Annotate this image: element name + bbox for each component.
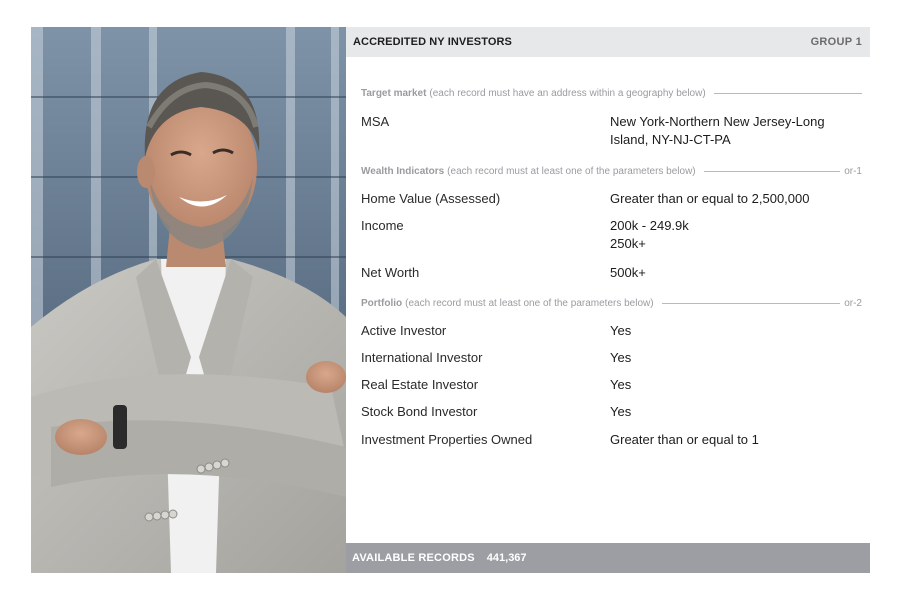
row-label-income: Income xyxy=(361,218,404,233)
section-portfolio xyxy=(361,296,862,310)
section-wealth-indicators xyxy=(361,164,862,178)
row-value-real-estate-investor: Yes xyxy=(610,377,632,392)
row-label-msa: MSA xyxy=(361,114,390,129)
row-label-home-value: Home Value (Assessed) xyxy=(361,191,501,206)
row-value-income-2: 250k+ xyxy=(610,236,646,251)
row-value-net-worth: 500k+ xyxy=(610,265,646,280)
section-note: (each record must have an address within a geography below) xyxy=(429,87,706,99)
audience-card xyxy=(31,27,870,573)
panel-header xyxy=(346,27,870,57)
row-value-investment-properties: Greater than or equal to 1 xyxy=(610,432,759,447)
section-note: (each record must at least one of the parameters below) xyxy=(405,297,654,309)
available-records-bar xyxy=(346,543,870,573)
criteria-panel xyxy=(346,27,870,573)
row-label-stock-bond-investor: Stock Bond Investor xyxy=(361,404,478,419)
row-value-msa: New York-Northern New Jersey-Long Island, NY-NJ-CT-PA xyxy=(610,114,825,147)
section-target-market xyxy=(361,86,862,100)
available-records-count: 441,367 xyxy=(486,552,527,564)
row-value-home-value: Greater than or equal to 2,500,000 xyxy=(610,191,810,206)
section-divider xyxy=(714,93,862,94)
row-value-income-1: 200k - 249.9k xyxy=(610,218,689,233)
row-label-international-investor: International Investor xyxy=(361,350,483,365)
section-title: Wealth Indicators xyxy=(361,165,445,177)
or-group-badge: or-2 xyxy=(844,297,862,309)
group-label: GROUP 1 xyxy=(810,36,862,48)
section-note: (each record must at least one of the parameters below) xyxy=(447,165,696,177)
section-divider xyxy=(704,171,841,172)
row-value-stock-bond-investor: Yes xyxy=(610,404,632,419)
row-label-net-worth: Net Worth xyxy=(361,265,420,280)
investor-photo xyxy=(31,27,346,573)
row-value-international-investor: Yes xyxy=(610,350,632,365)
section-divider xyxy=(662,303,841,304)
row-value-active-investor: Yes xyxy=(610,323,632,338)
available-records-label: AVAILABLE RECORDS xyxy=(352,552,475,564)
section-title: Target market xyxy=(361,87,427,99)
row-label-active-investor: Active Investor xyxy=(361,323,447,338)
row-label-real-estate-investor: Real Estate Investor xyxy=(361,377,479,392)
section-title: Portfolio xyxy=(361,297,403,309)
row-label-investment-properties: Investment Properties Owned xyxy=(361,432,533,447)
panel-title: ACCREDITED NY INVESTORS xyxy=(353,36,512,48)
or-group-badge: or-1 xyxy=(844,165,862,177)
